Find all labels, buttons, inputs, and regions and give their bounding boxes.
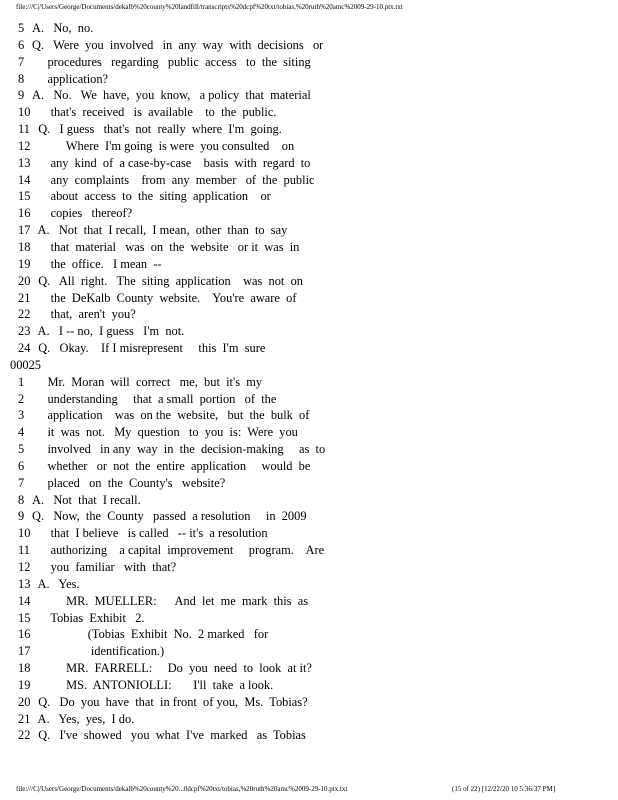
transcript-line [0, 121, 618, 138]
line-text: MS. ANTONIOLLI: I'll take a look. [32, 677, 274, 692]
line-text: any complaints from any member of the public [32, 172, 315, 187]
transcript-line [0, 441, 618, 458]
line-number: 10 [18, 526, 31, 541]
transcript-line [0, 155, 618, 172]
line-number: 8 [18, 71, 25, 86]
line-number: 21 [18, 711, 31, 726]
transcript-line [0, 711, 618, 728]
transcript-line [0, 727, 618, 744]
line-text: Q. Okay. If I misrepresent this I'm sure [32, 341, 266, 356]
line-text: that, aren't you? [32, 307, 136, 322]
line-number: 17 [18, 644, 31, 659]
line-number: 11 [18, 543, 30, 558]
line-number: 16 [18, 627, 31, 642]
transcript-line [0, 407, 618, 424]
line-text: the office. I mean -- [32, 256, 162, 271]
line-number: 7 [18, 54, 25, 69]
transcript-line [0, 239, 618, 256]
line-number: 9 [18, 88, 25, 103]
transcript-line [0, 71, 618, 88]
line-number: 4 [18, 425, 25, 440]
line-number: 9 [18, 509, 25, 524]
transcript-line [0, 525, 618, 542]
transcript-line [0, 559, 618, 576]
transcript-line [0, 475, 618, 492]
line-text: that material was on the website or it was in [32, 239, 300, 254]
page-number-text: 00025 [10, 357, 41, 372]
line-number: 5 [18, 442, 25, 457]
transcript-line [0, 458, 618, 475]
line-number: 5 [18, 21, 25, 35]
line-text: Q. Now, the County passed a resolution in 2009 [32, 509, 307, 524]
line-number: 12 [18, 138, 31, 153]
transcript-line [0, 205, 618, 222]
line-text: Q. Do you have that in front of you, Ms. Tobias? [32, 694, 308, 709]
line-text: A. Yes, yes, I do. [32, 711, 135, 726]
line-number: 1 [18, 374, 25, 389]
line-text: Where I'm going is were you consulted on [32, 138, 295, 153]
transcript-line [0, 188, 618, 205]
line-number: 14 [18, 593, 31, 608]
line-text: application? [32, 71, 109, 86]
line-number: 22 [18, 728, 31, 743]
transcript-line [0, 643, 618, 660]
transcript-line [0, 104, 618, 121]
transcript-line [0, 626, 618, 643]
line-text: placed on the County's website? [32, 475, 226, 490]
footer-file-path: file:///C|/Users/George/Documents/dekalb%20county%20...0dcpf%20txt/tobias,%20ruth%20amc%2009-29-10.ptx.txt [16, 785, 348, 793]
line-number: 15 [18, 189, 31, 204]
line-number: 24 [18, 341, 31, 356]
line-text: A. Not that I recall. [32, 492, 141, 507]
line-text: you familiar with that? [32, 560, 177, 574]
transcript-line [0, 660, 618, 677]
transcript-line [0, 576, 618, 593]
line-text: A. No, no. [32, 21, 94, 35]
line-text: A. Yes. [32, 576, 80, 591]
footer-page-info: (15 of 22) [12/22/20 10 5:36:37 PM] [452, 785, 556, 793]
line-number: 14 [18, 172, 31, 187]
transcript-line [0, 256, 618, 273]
transcript-line [0, 222, 618, 239]
line-text: Q. Were you involved in any way with decisions or [32, 37, 324, 52]
line-number: 8 [18, 492, 25, 507]
line-number: 19 [18, 677, 31, 692]
transcript-line [0, 323, 618, 340]
line-text: A. Not that I recall, I mean, other than to say [32, 223, 288, 238]
transcript-line [0, 87, 618, 104]
line-number: 12 [18, 560, 31, 574]
line-text: Mr. Moran will correct me, but it's my [32, 374, 263, 389]
line-number: 7 [18, 475, 25, 490]
line-text: involved in any way in the decision-making as to [32, 442, 326, 457]
line-number: 17 [18, 223, 31, 238]
transcript-line [0, 391, 618, 408]
line-number: 19 [18, 256, 31, 271]
line-text: Q. I guess that's not really where I'm going. [32, 122, 282, 137]
line-number: 20 [18, 694, 31, 709]
header-file-path: file:///C|/Users/George/Documents/dekalb%20county%20landfill/transcripts%20dcpf%20txt/tobias,%20ruth%20amc%2009-29-10.ptx.txt [16, 3, 403, 11]
line-number: 16 [18, 206, 31, 221]
line-text: MR. MUELLER: And let me mark this as [32, 593, 309, 608]
line-text: that I believe is called -- it's a resolution [32, 526, 268, 541]
line-number: 23 [18, 324, 31, 339]
transcript-lines [0, 20, 618, 744]
transcript-line [0, 374, 618, 391]
line-text: identification.) [32, 644, 165, 659]
line-text: Tobias Exhibit 2. [32, 610, 145, 625]
line-text: MR. FARRELL: Do you need to look at it? [32, 661, 312, 676]
line-number: 18 [18, 661, 31, 676]
transcript-line [0, 694, 618, 711]
transcript-line [0, 677, 618, 694]
transcript-line [0, 54, 618, 71]
line-text: authorizing a capital improvement program. Are [32, 543, 325, 558]
transcript-line [0, 20, 618, 37]
transcript-line [0, 273, 618, 290]
line-number: 6 [18, 458, 25, 473]
line-text: it was not. My question to you is: Were you [32, 425, 298, 440]
line-text: (Tobias Exhibit No. 2 marked for [32, 627, 269, 642]
transcript-line [0, 492, 618, 509]
line-text: any kind of a case-by-case basis with regard to [32, 155, 311, 170]
line-text: A. I -- no, I guess I'm not. [32, 324, 185, 339]
transcript-line [0, 172, 618, 189]
line-number: 15 [18, 610, 31, 625]
line-text: copies thereof? [32, 206, 133, 221]
line-number: 6 [18, 37, 25, 52]
page-number-marker [0, 357, 618, 374]
line-number: 22 [18, 307, 31, 322]
line-number: 13 [18, 155, 31, 170]
line-number: 10 [18, 105, 31, 120]
line-text: the DeKalb County website. You're aware of [32, 290, 297, 305]
line-text: about access to the siting application or [32, 189, 271, 204]
transcript-line [0, 37, 618, 54]
line-text: understanding that a small portion of the [32, 391, 277, 406]
line-number: 20 [18, 273, 31, 288]
transcript-line [0, 340, 618, 357]
transcript-line [0, 508, 618, 525]
transcript-line [0, 610, 618, 627]
line-text: application was on the website, but the bulk of [32, 408, 310, 423]
line-text: Q. I've showed you what I've marked as Tobias [32, 728, 306, 743]
transcript-line [0, 290, 618, 307]
line-text: Q. All right. The siting application was not on [32, 273, 303, 288]
transcript-line [0, 306, 618, 323]
transcript-line [0, 542, 618, 559]
line-text: that's received is available to the public. [32, 105, 277, 120]
transcript-line [0, 138, 618, 155]
line-text: procedures regarding public access to the siting [32, 54, 311, 69]
line-number: 2 [18, 391, 25, 406]
line-number: 13 [18, 576, 31, 591]
line-text: A. No. We have, you know, a policy that material [32, 88, 311, 103]
line-number: 21 [18, 290, 31, 305]
transcript-line [0, 593, 618, 610]
line-number: 18 [18, 239, 31, 254]
transcript-line [0, 424, 618, 441]
line-text: whether or not the entire application would be [32, 458, 311, 473]
line-number: 11 [18, 122, 30, 137]
line-number: 3 [18, 408, 25, 423]
